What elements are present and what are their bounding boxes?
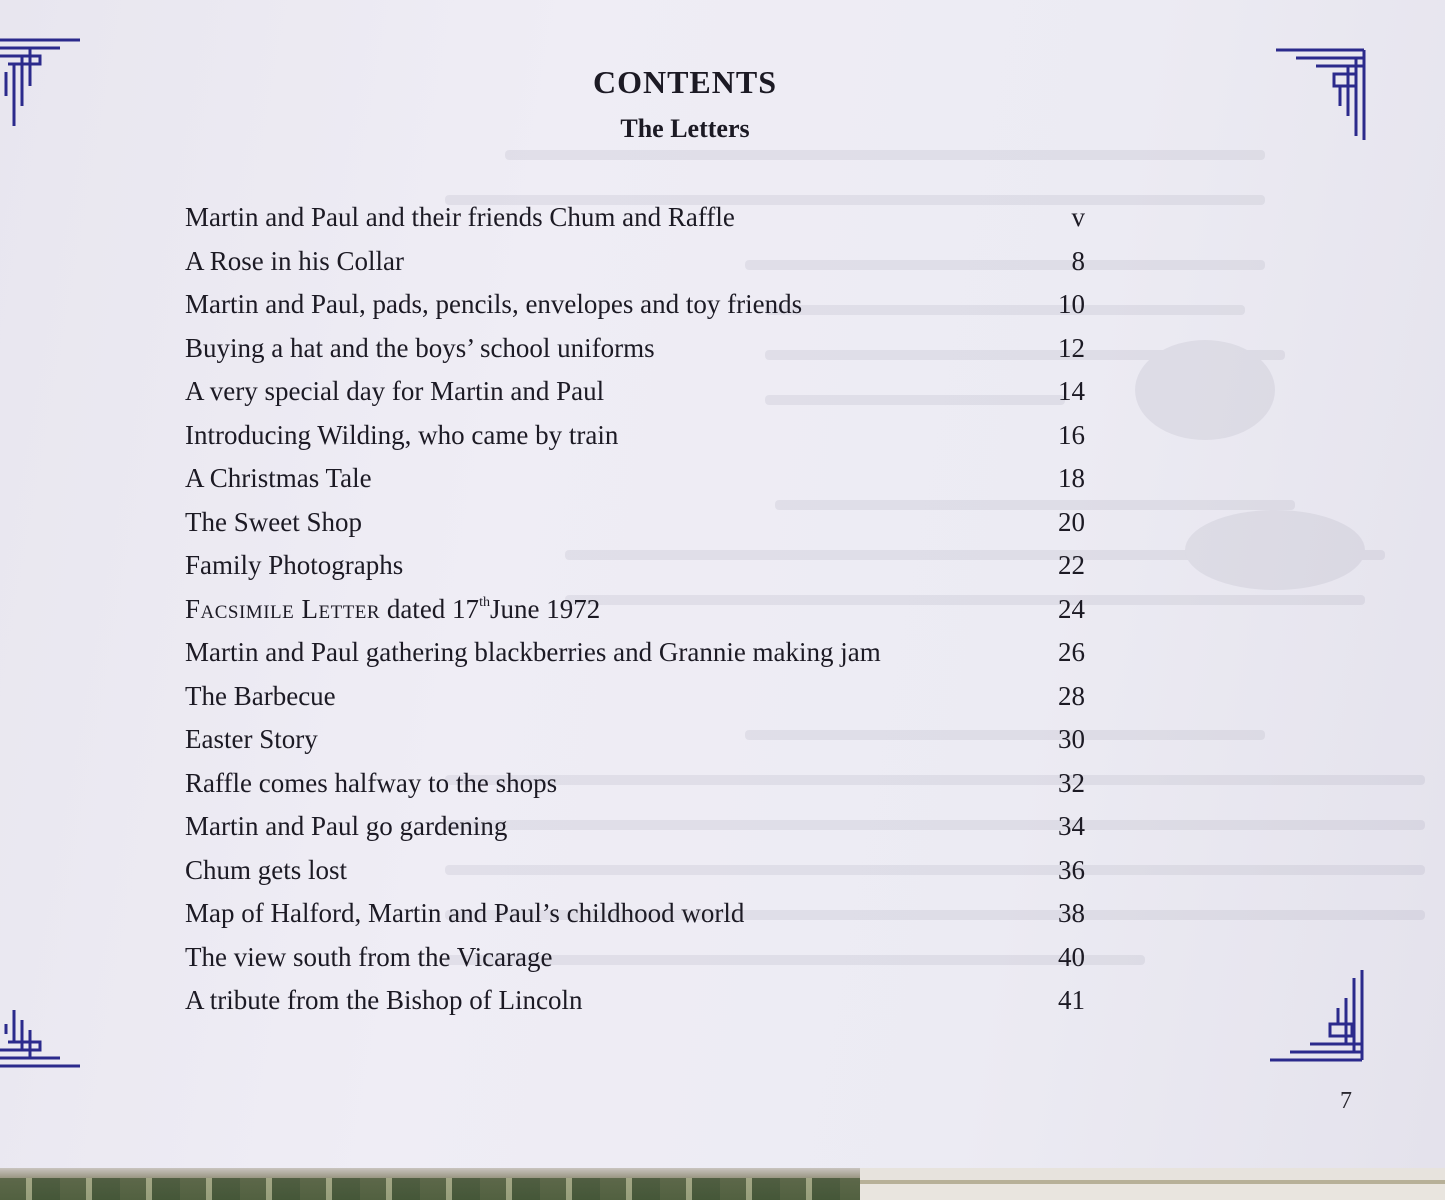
toc-entry [185, 936, 1085, 980]
toc-entry-title-lead: Facsimile Letter [185, 593, 381, 624]
toc-entry-title: A Christmas Tale [185, 463, 372, 493]
toc-entry-title: A Rose in his Collar [185, 245, 405, 276]
toc-entry-title: Family Photographs [185, 550, 404, 580]
underlying-page-edge [860, 1168, 1445, 1200]
toc-entry-page: 28 [1058, 680, 1085, 711]
background-surface [0, 1168, 1445, 1200]
toc-entry-title: Introducing Wilding, who came by train [185, 419, 619, 450]
toc-entry-page: 36 [1058, 854, 1085, 885]
toc-entry-title: Raffle comes halfway to the shops [185, 767, 558, 798]
toc-entry-page: 41 [1058, 985, 1085, 1015]
toc-entry [185, 544, 1085, 588]
toc-entry [185, 501, 1085, 545]
toc-entry-title: Martin and Paul gathering blackberries and Grannie making jam [185, 637, 881, 667]
corner-ornament-icon [0, 1010, 90, 1100]
page-heading: CONTENTS [592, 64, 778, 100]
toc-entry-title: The Sweet Shop [185, 506, 362, 537]
toc-entry [185, 762, 1085, 806]
toc-entry [185, 675, 1085, 719]
corner-ornament-icon [1270, 968, 1360, 1058]
toc-entry-page: 18 [1058, 463, 1085, 493]
toc-entry-page: 20 [1058, 506, 1085, 537]
toc-entry-title: Easter Story [185, 724, 318, 754]
toc-entry-title: The view south from the Vicarage [185, 941, 553, 972]
toc-entry-page: 30 [1058, 724, 1085, 754]
page-number: 7 [1340, 1088, 1352, 1114]
toc-entry-page: 8 [1071, 245, 1085, 276]
toc-entry-page: 14 [1058, 376, 1085, 406]
toc-entry-title-tail: June 1972 [489, 593, 601, 624]
background-pattern [0, 1178, 860, 1200]
toc-entry-title: Buying a hat and the boys’ school uniforms [185, 332, 655, 363]
table-of-contents [185, 196, 1085, 1023]
toc-entry-title: A tribute from the Bishop of Lincoln [185, 985, 583, 1015]
toc-entry-page: 40 [1058, 941, 1085, 972]
toc-entry [185, 631, 1085, 675]
toc-entry [185, 718, 1085, 762]
toc-entry-page: 10 [1058, 289, 1085, 319]
toc-entry [185, 240, 1085, 284]
toc-entry [185, 414, 1085, 458]
toc-entry-page: 22 [1058, 550, 1085, 580]
toc-entry-page: 24 [1058, 593, 1085, 624]
toc-entry [185, 892, 1085, 936]
toc-entry [185, 805, 1085, 849]
toc-entry-title: Map of Halford, Martin and Paul’s childhood world [185, 898, 745, 928]
section-subheading: The Letters [620, 114, 750, 143]
toc-entry-page: v [1071, 202, 1085, 232]
toc-entry-page: 26 [1058, 637, 1085, 667]
toc-entry-title: A very special day for Martin and Paul [185, 376, 605, 406]
toc-entry-title-sup: th [479, 594, 490, 610]
toc-entry-title: Martin and Paul go gardening [185, 811, 508, 841]
toc-entry-title: The Barbecue [185, 680, 336, 711]
toc-entry-title: Martin and Paul, pads, pencils, envelopes and toy friends [185, 289, 803, 319]
toc-entry [185, 979, 1085, 1023]
toc-entry [185, 588, 1085, 632]
toc-entry [185, 370, 1085, 414]
toc-entry [185, 457, 1085, 501]
toc-entry [185, 283, 1085, 327]
toc-entry [185, 196, 1085, 240]
toc-entry-title: Chum gets lost [185, 854, 348, 885]
toc-entry-page: 34 [1058, 811, 1085, 841]
toc-entry-title: Martin and Paul and their friends Chum and Raffle [185, 202, 735, 232]
toc-entry-title-mid: dated 17 [380, 593, 480, 624]
toc-entry-page: 16 [1058, 419, 1085, 450]
toc-entry-page: 12 [1058, 332, 1085, 363]
toc-entry [185, 849, 1085, 893]
toc-entry [185, 327, 1085, 371]
toc-entry-page: 38 [1058, 898, 1085, 928]
toc-entry-title [185, 588, 600, 632]
toc-entry-page: 32 [1058, 767, 1085, 798]
